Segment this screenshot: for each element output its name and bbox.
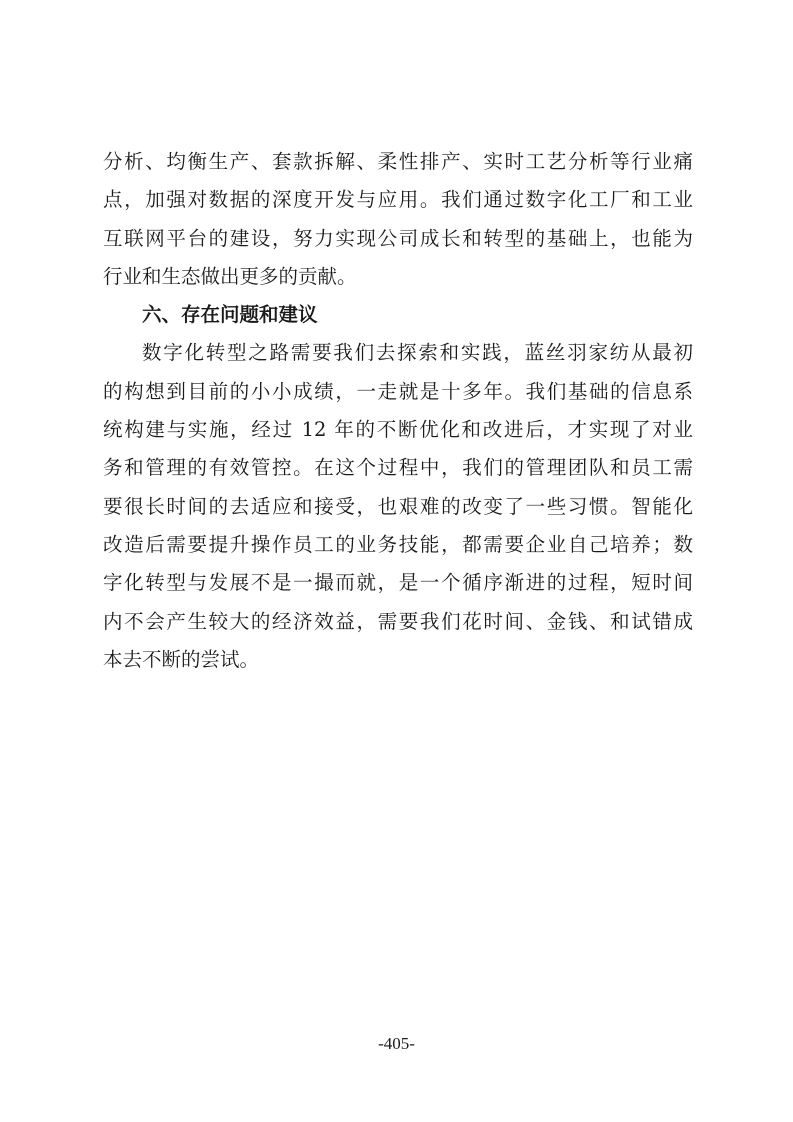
paragraph-line: 字化转型与发展不是一撮而就，是一个循序渐进的过程，短时间 <box>103 571 693 595</box>
paragraph-line: 务和管理的有效管控。在这个过程中，我们的管理团队和员工需 <box>103 456 693 480</box>
paragraph-line: 互联网平台的建设，努力实现公司成长和转型的基础上，也能为 <box>103 226 693 250</box>
paragraph-line: 统构建与实施，经过 12 年的不断优化和改进后，才实现了对业 <box>103 418 693 442</box>
page-number: -405- <box>378 1034 415 1053</box>
paragraph-line: 分析、均衡生产、套款拆解、柔性排产、实时工艺分析等行业痛 <box>103 150 693 173</box>
paragraph-line: 要很长时间的去适应和接受，也艰难的改变了一些习惯。智能化 <box>103 494 693 518</box>
paragraph-line: 点，加强对数据的深度开发与应用。我们通过数字化工厂和工业 <box>103 188 693 212</box>
document-body <box>103 143 693 679</box>
paragraph-line: 数字化转型之路需要我们去探索和实践，蓝丝羽家纺从最初 <box>142 341 693 365</box>
paragraph-line: 改造后需要提升操作员工的业务技能，都需要企业自己培养；数 <box>103 532 693 556</box>
paragraph-line: 本去不断的尝试。 <box>103 647 260 671</box>
section-heading: 六、存在问题和建议 <box>142 303 318 327</box>
paragraph-line: 的构想到目前的小小成绩，一走就是十多年。我们基础的信息系 <box>103 379 693 403</box>
paragraph-line: 行业和生态做出更多的贡献。 <box>103 264 357 288</box>
paragraph-line: 内不会产生较大的经济效益，需要我们花时间、金钱、和试错成 <box>103 609 693 633</box>
